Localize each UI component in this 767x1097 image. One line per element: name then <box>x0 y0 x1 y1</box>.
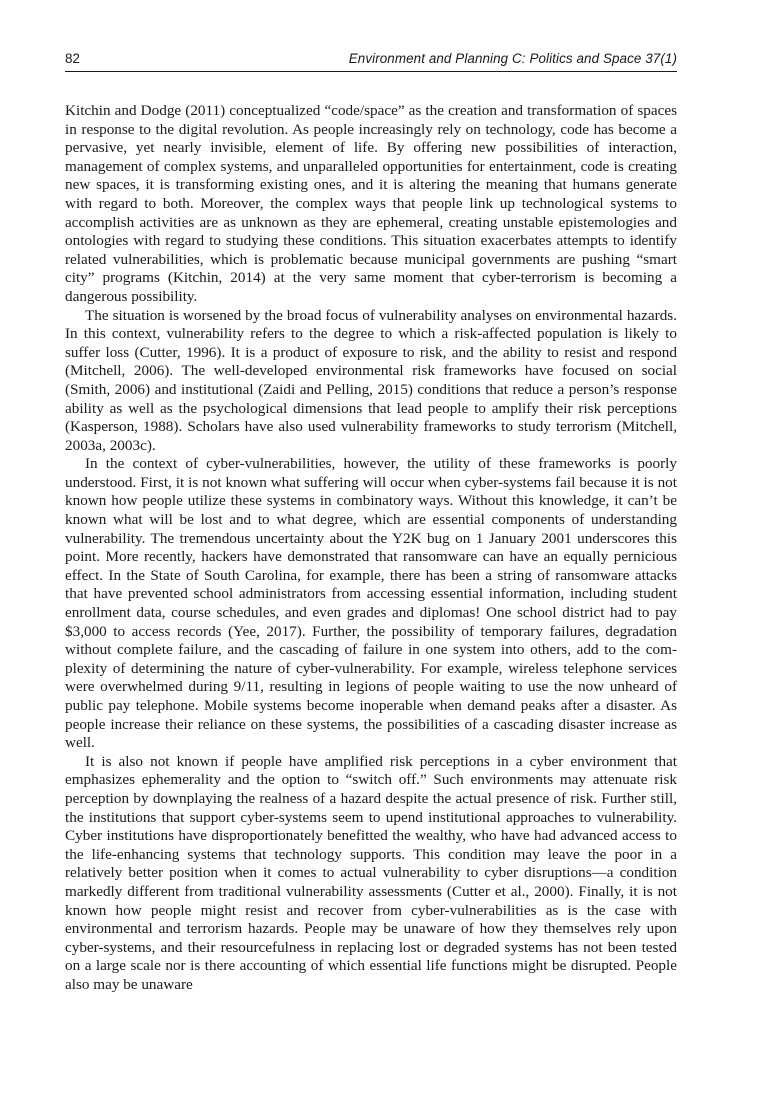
article-body <box>65 102 677 995</box>
journal-title: Environment and Planning C: Politics and Space 37(1) <box>348 51 677 66</box>
paragraph-cyber-vulnerabilities: In the context of cyber-vulnerabilities, however, the utility of these frameworks is poorly understood. First, it is not known what suffering will occur when cyber-systems fail because it is not known how people utilize these systems in combinatory ways. Without this knowledge, it can’t be known what will be lost and to what degree, which are essential components of understanding vulnerability. The tremendous uncertainty about the Y2K bug on 1 January 2001 underscores this point. More recently, hackers have demonstrated that ransomware can have an equally pernicious effect. In the State of South Carolina, for example, there has been a string of ransomware attacks that have prevented school administrators from accessing essential information, including student enrollment data, course schedules, and even grades and diplomas! One school district had to pay $3,000 to access records (Yee, 2017). Further, the possibility of temporary failures, degradation without complete failure, and the cascading of failure in one system into others, add to the complexity of determining the nature of cyber-vulnerability. For example, wireless telephone services were overwhelmed during 9/11, resulting in legions of people waiting to use the now unheard of public pay telephone. Mobile systems become inoperable when demand peaks after a disaster. As people increase their reliance on these systems, the possibilities of a cascading disaster increase as well. <box>65 455 677 752</box>
paragraph-code-space: Kitchin and Dodge (2011) conceptualized “code/space” as the creation and transformation of spaces in response to the digital revolution. As people increasingly rely on technology, code has become a pervasive, yet nearly invisible, element of life. By offering new possibilities of interaction, management of complex systems, and unparalleled opportunities for entertainment, code is creating new spaces, it is transforming existing ones, and it is altering the meaning that humans generate with regard to both. Moreover, the complex ways that people link up technological systems to accomplish activities are as unknown as they are ephemeral, creating unstable epistemologies and ontologies with regard to studying these conditions. This situation exacerbates attempts to identify related vulnerabilities, which is problematic because municipal governments are pushing “smart city” programs (Kitchin, 2014) at the very same moment that cyber-terrorism is becoming a dangerous possibility. <box>65 102 677 305</box>
running-head <box>65 50 677 72</box>
page-number: 82 <box>65 51 80 66</box>
paragraph-risk-perceptions: It is also not known if people have amplified risk perceptions in a cyber environment that emphasizes ephemerality and the option to “switch off.” Such environments may attenuate risk perception by downplaying the realness of a hazard despite the actual presence of risk. Further still, the institutions that support cyber-systems seem to upend institutional approaches to vulnerability. Cyber institutions have disproportionately benefitted the wealthy, who have had advanced access to the life-enhancing systems that technology supports. This condition may leave the poor in a relatively better position when it comes to actual vulnerability to cyber disruptions—a condition markedly different from traditional vulnerability assessments (Cutter et al., 2000). Finally, it is not known how people might resist and recover from cyber-vulnerabilities as is the case with environmental and terrorism hazards. People may be unaware of how they themselves rely upon cyber-systems, and their resourcefulness in replacing lost or degraded systems has not been tested on a large scale nor is there accounting of which essential life functions might be disrupted. People also may be unaware <box>65 752 677 993</box>
paragraph-environmental-hazards: The situation is worsened by the broad focus of vulnerability analyses on environmental hazards. In this context, vulnerability refers to the degree to which a risk-affected population is likely to suffer loss (Cutter, 1996). It is a product of exposure to risk, and the ability to resist and respond (Mitchell, 2006). The well-developed environmental risk frameworks have focused on social (Smith, 2006) and institutional (Zaidi and Pelling, 2015) conditions that reduce a person’s response ability as well as the psychological dimensions that lead people to amplify their risk perceptions (Kasperson, 1988). Scholars have also used vulnerability frameworks to study terrorism (Mitchell, 2003a, 2003c). <box>65 306 677 454</box>
page <box>65 50 677 995</box>
